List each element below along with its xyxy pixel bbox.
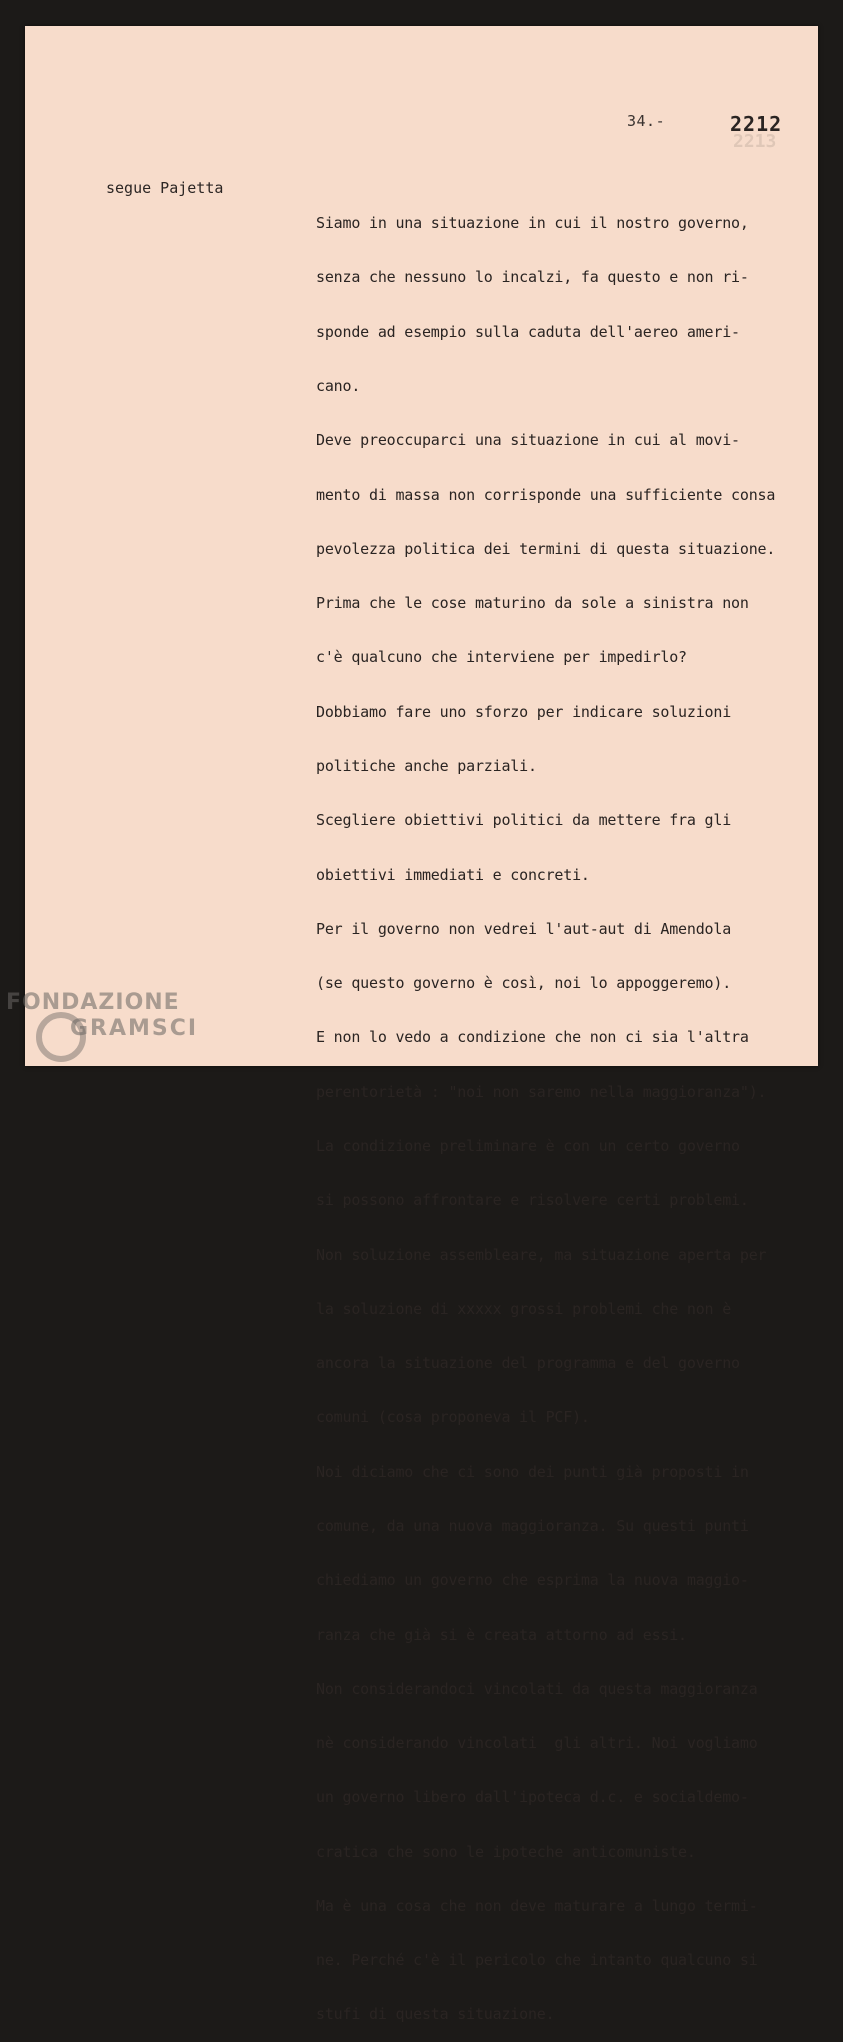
body-line: politiche anche parziali. <box>316 757 537 775</box>
body-line: obiettivi immediati e concreti. <box>316 865 590 884</box>
body-text <box>316 178 796 2042</box>
body-line: c'è qualcuno che interviene per impedirlo? <box>316 648 687 667</box>
body-line: ne. Perché c'è il pericolo che intanto qualcuno si <box>316 1951 758 1970</box>
body-line: Non soluzione assembleare, ma situazione aperta per <box>316 1245 767 1264</box>
body-line: stufi di questa situazione. <box>316 2005 555 2024</box>
document-number: 2212 <box>730 112 783 136</box>
watermark-line-2: GRAMSCI <box>70 1016 199 1041</box>
show-through-number: 2213 <box>733 131 777 152</box>
body-line: si possono affrontare e risolvere certi problemi. <box>316 1191 749 1210</box>
watermark-line-1: FONDAZIONE <box>6 990 180 1015</box>
body-line: senza che nessuno lo incalzi, fa questo e non ri- <box>316 268 749 287</box>
body-line: Scegliere obiettivi politici da mettere fra gli <box>316 811 732 830</box>
page-number: 34.- <box>627 112 666 130</box>
body-line: Prima che le cose maturino da sole a sinistra non <box>316 594 749 613</box>
body-line: la soluzione di xxxxx grossi problemi che non è <box>316 1299 732 1318</box>
speaker-label: segue Pajetta <box>106 179 224 197</box>
body-line: ancora la situazione del programma e del governo <box>316 1354 740 1373</box>
body-line: Dobbiamo fare uno sforzo per indicare soluzioni <box>316 702 732 721</box>
body-line: perentorietà : "noi non saremo nella maggioranza"). <box>316 1082 767 1101</box>
body-line: comune, da una nuova maggioranza. Su questi punti <box>316 1516 749 1535</box>
body-line: cano. <box>316 377 361 396</box>
body-line: Deve preoccuparci una situazione in cui al movi- <box>316 431 740 450</box>
body-line: La condizione preliminare è con un certo governo <box>316 1136 740 1155</box>
body-line: (se questo governo è così, noi lo appoggeremo). <box>316 974 732 993</box>
body-line: chiediamo un governo che esprima la nuova maggio- <box>316 1571 749 1590</box>
body-line: Noi diciamo che ci sono dei punti già proposti in <box>316 1462 749 1481</box>
body-line: Non considerandoci vincolati da questa maggioranza <box>316 1679 758 1698</box>
body-line: E non lo vedo a condizione che non ci sia l'altra <box>316 1028 749 1047</box>
body-line: comuni (cosa proponeva il PCF). <box>316 1408 590 1427</box>
body-line: un governo libero dall'ipoteca d.c. e socialdemo- <box>316 1788 749 1807</box>
body-line: Siamo in una situazione in cui il nostro governo, <box>316 214 749 233</box>
body-line: ranza che già si è creata attorno ad essi. <box>316 1625 687 1644</box>
body-line: Ma è una cosa che non deve maturare a lungo termi- <box>316 1896 758 1915</box>
body-line: sponde ad esempio sulla caduta dell'aereo ameri- <box>316 322 740 341</box>
body-line: cratica che sono le ipoteche anticomuniste. <box>316 1842 696 1861</box>
watermark <box>6 990 198 1042</box>
body-line: pevolezza politica dei termini di questa situazione. <box>316 539 776 558</box>
body-line: mento di massa non corrisponde una sufficiente consa <box>316 485 776 504</box>
body-line: Per il governo non vedrei l'aut-aut di Amendola <box>316 919 732 938</box>
body-line: nè considerando vincolati gli altri. Noi vogliamo <box>316 1734 758 1753</box>
